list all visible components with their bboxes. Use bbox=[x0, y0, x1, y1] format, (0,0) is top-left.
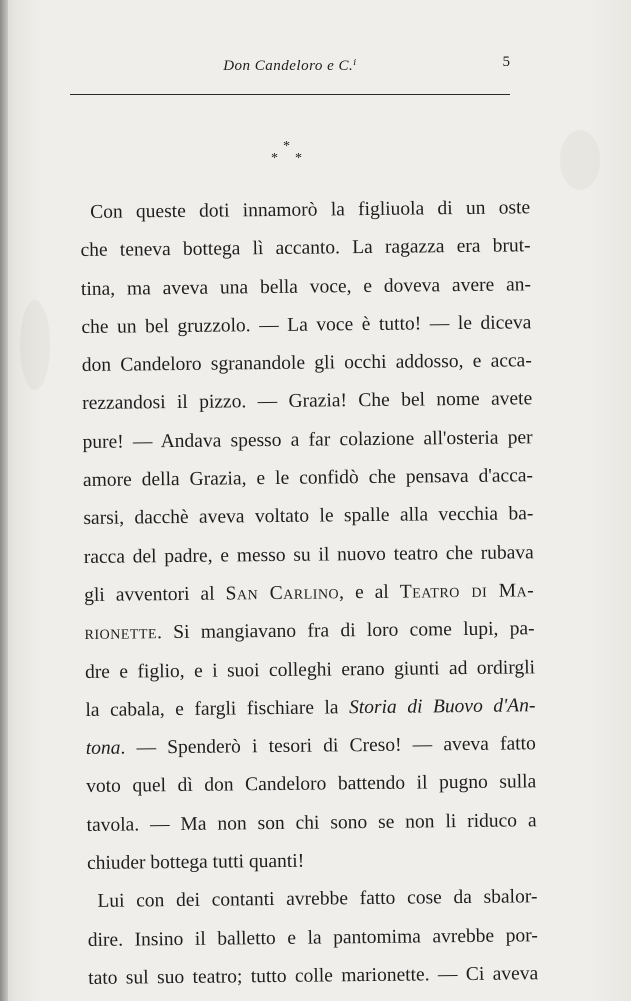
text-run: gli avventori al bbox=[84, 583, 226, 606]
page-header bbox=[70, 50, 510, 80]
text-line: chiuder bottega tutti quanti! bbox=[86, 850, 305, 875]
paper-stain bbox=[20, 300, 50, 390]
page-spine-shadow bbox=[0, 0, 8, 1001]
text-line bbox=[86, 725, 536, 768]
text-line: racca del padre, e messo su il nuovo teatro che rubava bbox=[83, 541, 534, 568]
text-run: . — Spenderò i tesori di Creso! — aveva fatto bbox=[120, 733, 536, 759]
text-line: tato sul suo teatro; tutto colle marionette. — Ci aveva bbox=[88, 963, 539, 989]
body-text bbox=[80, 189, 538, 998]
text-line bbox=[84, 611, 534, 654]
text-line: voto quel dì don Candeloro battendo il pugno sulla bbox=[86, 771, 537, 798]
text-line: dire. Insino il balletto e la pantomima avrebbe por- bbox=[87, 924, 538, 951]
text-line: rezzandosi il pizzo. — Grazia! Che bel nome avete bbox=[82, 388, 533, 415]
small-caps-run: Teatro di Ma- bbox=[399, 580, 535, 603]
header-rule bbox=[70, 94, 510, 95]
text-line: sarsi, dacchè aveva voltato le spalle alla vecchia ba- bbox=[83, 503, 534, 530]
italic-title-run: Storia di Buovo d'An- bbox=[348, 695, 536, 719]
paper-stain bbox=[560, 130, 600, 190]
text-line: che teneva bottega lì accanto. La ragazza era brut- bbox=[80, 235, 531, 262]
text-line bbox=[84, 572, 534, 615]
small-caps-run: San Carlino bbox=[225, 582, 340, 605]
text-line: don Candeloro sgranandole gli occhi addosso, e acca- bbox=[81, 350, 532, 377]
text-line: pure! — Andava spesso a far colazione all'osteria per bbox=[82, 427, 533, 453]
asterisk-ornament-left: * bbox=[271, 151, 278, 166]
asterisk-ornament-right: * bbox=[295, 151, 302, 166]
text-line: amore della Grazia, e le confidò che pensava d'acca- bbox=[82, 465, 534, 492]
section-ornament bbox=[265, 136, 315, 172]
text-run: la cabala, e fargli fischiare la bbox=[85, 697, 350, 721]
text-run: , e al bbox=[339, 581, 400, 604]
text-run: . Si mangiavano fra di loro come lupi, pa- bbox=[156, 618, 535, 644]
text-line: tina, ma aveva una bella voce, e doveva avere an- bbox=[80, 273, 532, 300]
running-title: Don Candeloro e C.ⁱ bbox=[223, 58, 357, 74]
small-caps-run: rionette bbox=[84, 622, 158, 645]
text-line: che un bel gruzzolo. — La voce è tutto! — le diceva bbox=[81, 312, 532, 338]
text-line: Lui con dei contanti avrebbe fatto cose da sbalor- bbox=[97, 886, 538, 913]
text-line: dre e figlio, e i suoi colleghi erano giunti ad ordirgli bbox=[84, 656, 536, 683]
asterisk-ornament-top: * bbox=[283, 139, 290, 154]
page-number: 5 bbox=[502, 54, 510, 70]
text-line: Con queste doti innamorò la figliuola di un oste bbox=[90, 197, 531, 223]
text-line bbox=[85, 687, 535, 730]
italic-title-run: tona bbox=[85, 737, 121, 760]
text-line: tavola. — Ma non son chi sono se non li riduco a bbox=[86, 810, 537, 836]
